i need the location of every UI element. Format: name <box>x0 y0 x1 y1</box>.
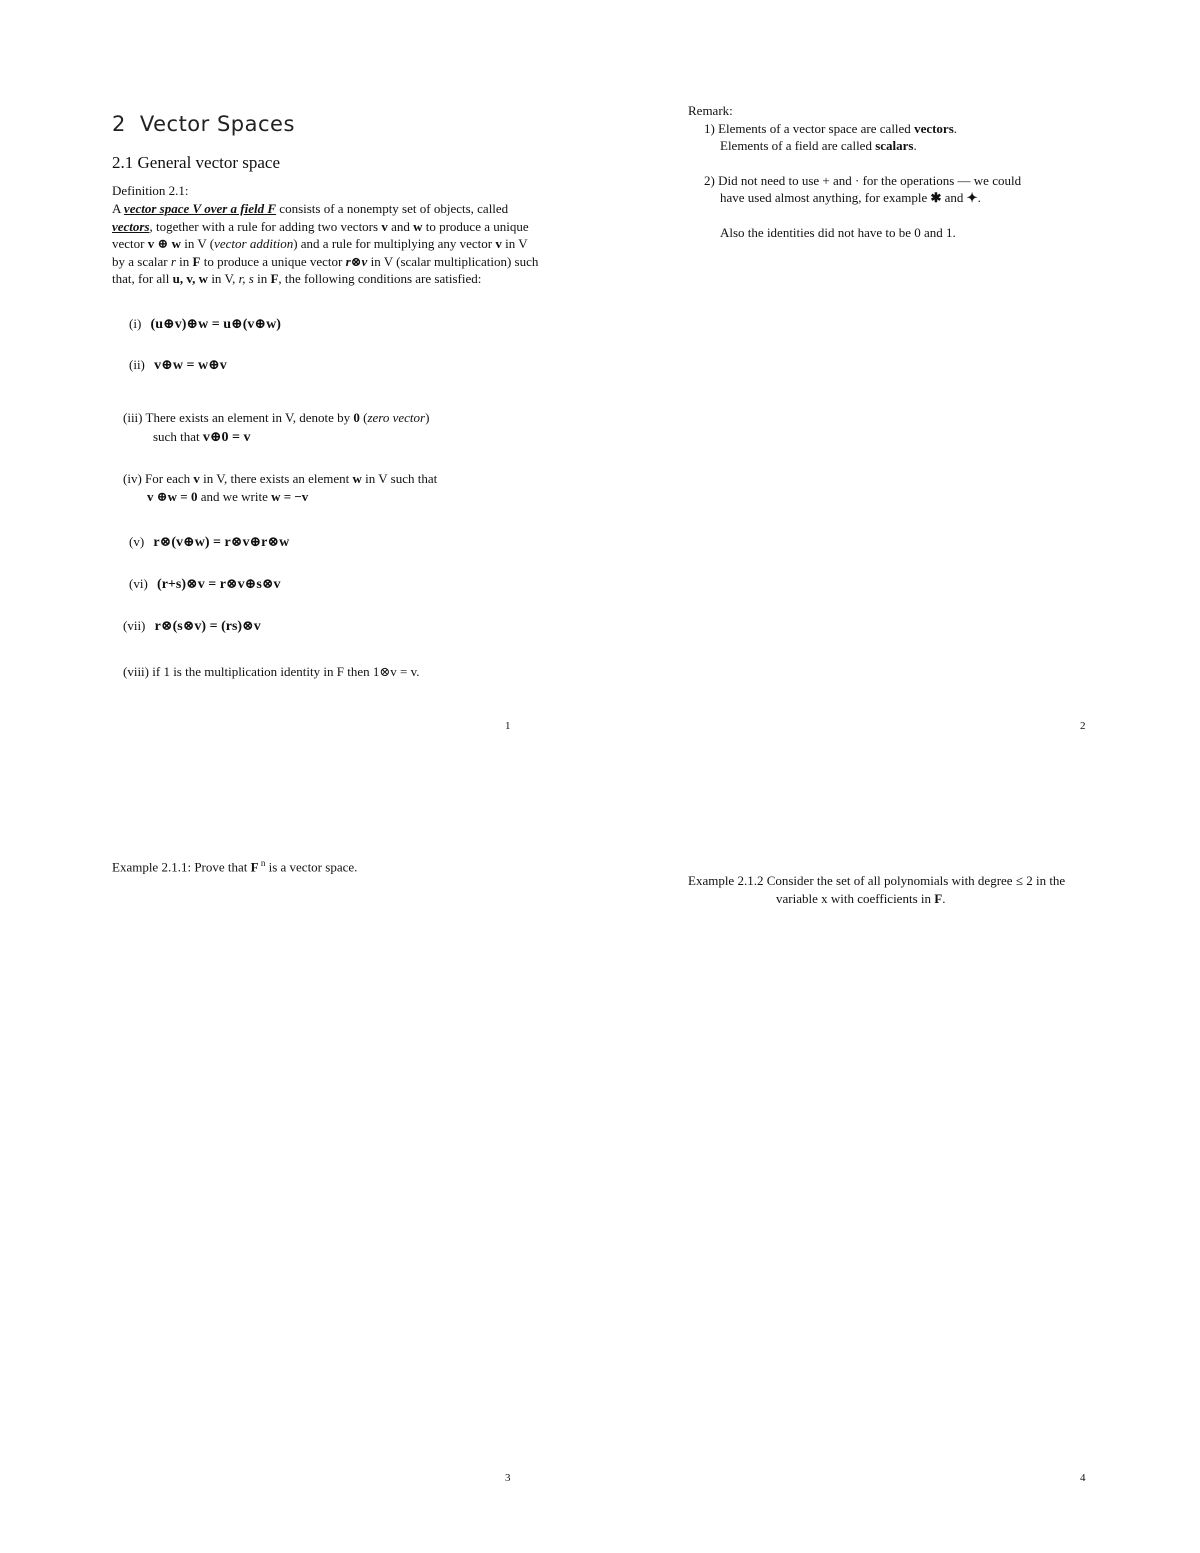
text-run: For each <box>145 471 194 486</box>
math-v: v <box>381 218 388 234</box>
remark-block <box>688 102 1148 241</box>
chapter-heading <box>112 112 295 136</box>
axiom-vi <box>129 576 281 593</box>
text-run: in <box>175 253 193 269</box>
axiom-label: (iii) <box>123 410 143 425</box>
axiom-label: (vii) <box>123 618 146 633</box>
axiom-i <box>129 316 281 333</box>
text-run: in V, <box>208 271 239 286</box>
section-title: 2.1 General vector space <box>112 153 281 172</box>
text-run: in V, there exists an element <box>199 471 353 486</box>
text-run: . <box>913 138 917 153</box>
text-run: such that <box>153 429 203 444</box>
term-scalars: scalars <box>875 138 914 153</box>
text-run: to produce a unique vector <box>112 218 529 251</box>
axiom-label: (ii) <box>129 357 145 372</box>
symbol-diamond: ✦ <box>966 190 978 205</box>
remark-item-3: Also the identities did not have to be 0 and 1. <box>720 224 956 240</box>
axiom-text: if 1 is the multiplication identity in F then 1⊗v = v. <box>152 664 420 679</box>
example-line-2 <box>688 890 1148 908</box>
math-r-times-v: r⊗v <box>345 253 368 269</box>
chapter-title: Vector Spaces <box>139 112 295 136</box>
page-number: 2 <box>1080 720 1086 732</box>
text-run: in V such that <box>361 471 438 486</box>
definition-label: Definition 2.1: <box>112 183 189 198</box>
text-run: ( <box>359 410 368 425</box>
axiom-viii <box>123 664 420 680</box>
text-run: There exists an element in V, denote by <box>145 410 354 425</box>
axiom-equation: (u⊕v)⊕w = u⊕(v⊕w) <box>150 317 281 332</box>
text-run: , together with a rule for adding two vectors <box>149 218 382 234</box>
axiom-ii <box>129 357 227 374</box>
axiom-equation: v ⊕w = 0 <box>147 489 198 504</box>
math-F: F <box>270 271 279 286</box>
text-run: Elements of a field are called <box>720 138 876 153</box>
definition-text <box>112 200 542 288</box>
text-run: . <box>942 890 946 906</box>
example-2-1-1 <box>112 855 357 876</box>
math-rs: r, s <box>238 271 254 286</box>
text-run: and we write <box>197 489 272 504</box>
math-uvw: u, v, w <box>172 271 209 286</box>
remark-item-2: 2) Did not need to use + and · for the operations — we could <box>704 172 1022 188</box>
text-run: , the following conditions are satisfied: <box>278 271 482 286</box>
chapter-number: 2 <box>112 112 126 136</box>
math-F: F <box>934 890 943 906</box>
math-F: F <box>192 253 201 269</box>
text-run: have used almost anything, for example <box>720 190 931 205</box>
term-vector-addition: vector addition <box>214 236 294 251</box>
text-run: variable x with coefficients in <box>776 890 935 906</box>
text-run: in V by a scalar <box>112 236 528 269</box>
text-run: and <box>941 190 967 205</box>
text-run: to produce a unique vector <box>200 253 346 269</box>
math-v-plus-w: v ⊕ w <box>147 236 182 251</box>
text-run: in V (scalar multiplication) such that, for all <box>112 253 539 286</box>
text-run: is a vector space. <box>265 859 358 875</box>
term-vectors: vectors <box>112 218 150 234</box>
text-run: ) <box>425 410 430 425</box>
axiom-v <box>129 534 289 551</box>
math-w: w <box>352 471 362 486</box>
axiom-equation: r⊗(s⊗v) = (rs)⊗v <box>154 619 261 634</box>
text-run: . <box>953 120 958 136</box>
text-run: ) and a rule for multiplying any vector <box>293 236 496 251</box>
term-zero-vector: zero vector <box>367 410 426 425</box>
axiom-label: (vi) <box>129 576 148 591</box>
axiom-label: (v) <box>129 534 145 549</box>
text-run: in <box>253 271 271 286</box>
term-vectors: vectors <box>914 120 954 136</box>
axiom-equation: v⊕w = w⊕v <box>154 358 227 373</box>
math-F: F <box>250 859 259 875</box>
math-superscript-n: n <box>258 858 266 868</box>
text-run: . <box>977 190 981 205</box>
axiom-label: (viii) <box>123 664 149 679</box>
page-number: 1 <box>505 720 511 732</box>
text-run: in V ( <box>181 236 215 251</box>
remark-label: Remark: <box>688 103 733 118</box>
remark-item-1 <box>688 120 1148 138</box>
example-2-1-2 <box>688 872 1148 907</box>
math-v: v <box>193 471 200 486</box>
axiom-equation: v⊕0 = v <box>202 430 251 445</box>
math-v: v <box>495 236 502 251</box>
text-run: 1) Elements of a vector space are called <box>704 120 915 136</box>
remark-item-1-cont <box>688 137 1148 155</box>
symbol-star: ✱ <box>930 190 942 205</box>
axiom-vii <box>123 618 261 635</box>
axiom-label: (iv) <box>123 471 142 486</box>
text-run: A <box>112 201 124 216</box>
math-w: w <box>413 218 423 234</box>
axiom-equation: r⊗(v⊕w) = r⊗v⊕r⊗w <box>153 535 290 550</box>
axiom-equation: (r+s)⊗v = r⊗v⊕s⊗v <box>157 577 281 592</box>
text-run: and <box>387 218 414 234</box>
axiom-equation: w = −v <box>271 489 309 504</box>
term-vector-space: vector space V over a field <box>123 201 268 216</box>
text-run: consists of a nonempty set of objects, called <box>276 201 509 216</box>
axiom-iv <box>123 470 437 506</box>
page-number: 4 <box>1080 1472 1086 1484</box>
remark-item-2-cont <box>688 189 1148 207</box>
math-r: r <box>170 253 176 269</box>
text-run: Example 2.1.1: Prove that <box>112 859 251 875</box>
example-line-1: Example 2.1.2 Consider the set of all polynomials with degree ≤ 2 in the <box>688 873 1066 888</box>
axiom-iii <box>123 408 429 447</box>
term-field: F <box>267 201 277 216</box>
math-zero: 0 <box>353 410 360 425</box>
page-number: 3 <box>505 1472 511 1484</box>
axiom-label: (i) <box>129 316 142 331</box>
